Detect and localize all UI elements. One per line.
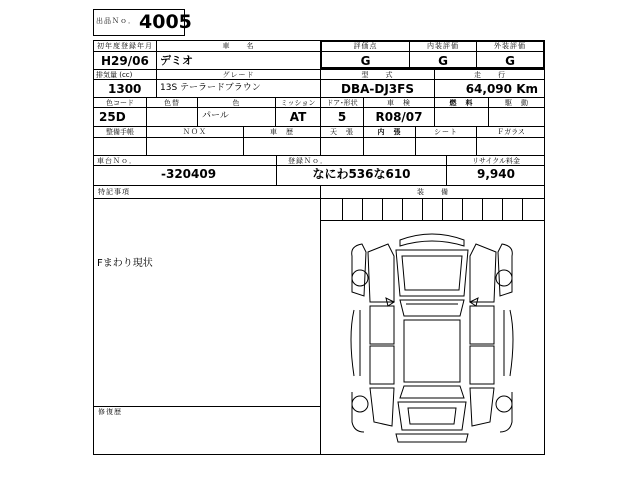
mission-value: AT	[289, 110, 307, 124]
inspection-label: 車 検	[387, 99, 411, 107]
rule	[422, 198, 423, 220]
first-registration-value: H29/06	[101, 54, 149, 68]
color-change-label: 色替	[164, 99, 180, 107]
displacement-value: 1300	[108, 82, 142, 96]
color-value: パール	[202, 111, 229, 121]
headliner-label: 天 張	[330, 128, 354, 136]
rule	[93, 69, 545, 70]
car-damage-diagram	[330, 226, 535, 448]
registration-number-value: なにわ536な610	[312, 167, 411, 181]
recycle-fee-value: 9,940	[477, 167, 515, 181]
color-code-value: 25D	[99, 110, 126, 124]
mission-label: ミッション	[280, 99, 316, 107]
notes-label: 特記事項	[98, 188, 130, 196]
rule	[320, 185, 321, 455]
displacement-label: 排気量 (cc)	[96, 71, 133, 79]
registration-number-label: 登録Ｎｏ．	[288, 157, 328, 165]
fuel-label: 燃 料	[449, 99, 474, 107]
car-name-label: 車 名	[222, 42, 255, 50]
exterior-score-label: 外装評価	[494, 42, 526, 50]
history-label: 車 歴	[270, 128, 294, 136]
interior-score-value: G	[438, 54, 448, 68]
rule	[462, 198, 463, 220]
lot-number: 4005	[139, 11, 192, 33]
rule	[382, 198, 383, 220]
equipment-label: 装 備	[417, 188, 449, 196]
interior-score-label: 内装評価	[427, 42, 459, 50]
chassis-number-label: 車台Ｎｏ．	[97, 157, 137, 165]
grade-value: 13S テーラードブラウン	[160, 83, 261, 93]
score-value: G	[360, 54, 371, 68]
rule	[93, 107, 545, 108]
rule	[482, 198, 483, 220]
doors-label: ドア･形状	[326, 99, 358, 107]
chassis-number-value: -320409	[161, 167, 217, 181]
rule	[402, 198, 403, 220]
rule	[93, 126, 545, 127]
rule	[93, 165, 545, 166]
drive-label: 駆 動	[505, 99, 529, 107]
grade-label: グレード	[222, 71, 255, 79]
color-code-label: 色コード	[106, 99, 134, 107]
rule	[93, 137, 545, 138]
mileage-value: 64,090 Km	[465, 82, 538, 96]
rule	[320, 220, 545, 221]
color-label: 色	[232, 99, 241, 107]
rule	[502, 198, 503, 220]
model-label: 型 式	[361, 71, 394, 79]
car-name-value: デミオ	[160, 54, 193, 67]
seat-label: シート	[434, 128, 458, 136]
doors-value: 5	[337, 110, 347, 124]
repair-history-label: 修復歴	[98, 408, 122, 416]
model-value: DBA-DJ3FS	[341, 82, 414, 96]
recycle-fee-label: リサイクル料金	[471, 157, 521, 165]
maintenance-book-label: 整備手帳	[106, 128, 134, 136]
rule	[93, 79, 545, 80]
nox-label: ＮＯＸ	[183, 128, 207, 136]
rule	[342, 198, 343, 220]
interior-panel-label: 内 張	[377, 128, 402, 136]
windshield-label: Ｆガラス	[497, 128, 525, 136]
notes-text: Fまわり現状	[97, 258, 153, 269]
inspection-value: R08/07	[375, 110, 423, 124]
mileage-label: 走 行	[474, 71, 506, 79]
rule	[93, 198, 545, 199]
rule	[93, 406, 321, 407]
rule	[93, 155, 545, 156]
first-registration-label: 初年度登録年月	[97, 42, 153, 50]
score-label: 評価点	[353, 42, 378, 50]
rule	[362, 198, 363, 220]
rule	[522, 198, 523, 220]
lot-number-label: 出品Ｎｏ．	[96, 17, 136, 25]
rule	[93, 97, 545, 98]
exterior-score-value: G	[505, 54, 515, 68]
rule	[442, 198, 443, 220]
rule	[93, 185, 545, 186]
